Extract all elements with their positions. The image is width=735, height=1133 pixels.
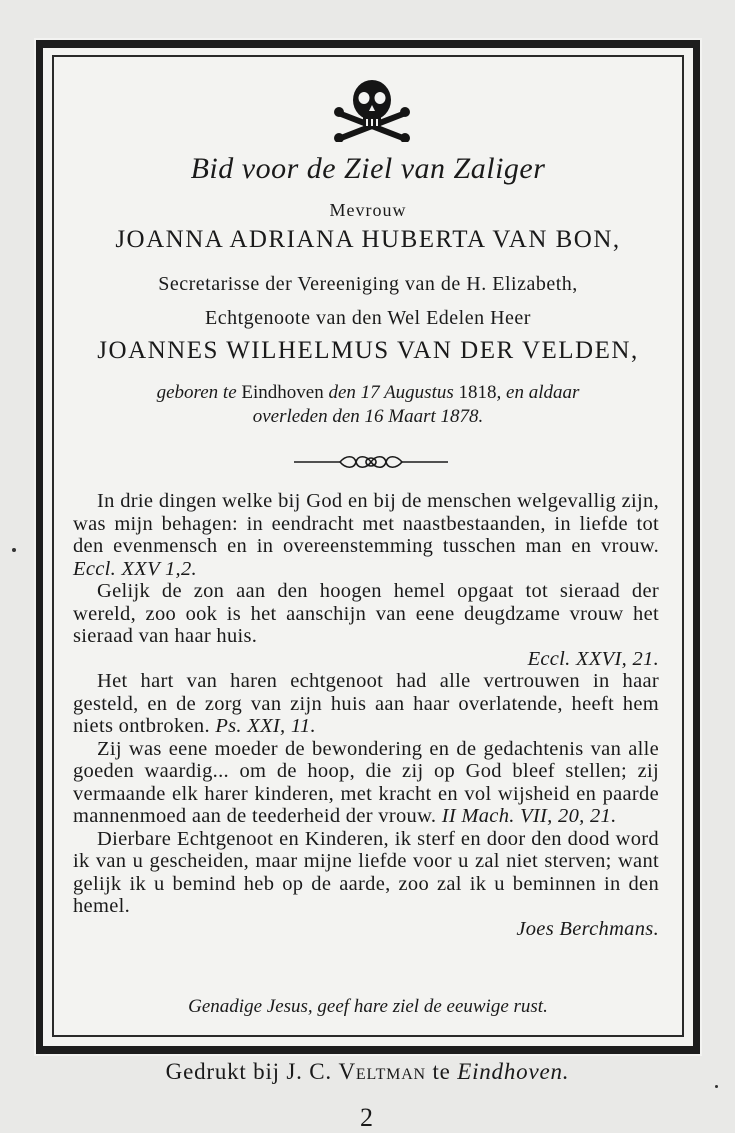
paragraph-4-reference: II Mach. VII, 20, 21.	[441, 805, 617, 827]
paragraph-5-text: Dierbare Echtgenoot en Kinderen, ik sterf en door den dood word ik van u gescheiden, maar mijne liefde voor u zal niet sterven; want gelijk ik u bemind heb op de aarde, zoo zal ik u beminnen in den hemel.	[73, 827, 659, 917]
closing-prayer: Genadige Jesus, geef hare ziel de eeuwige rust.	[188, 996, 548, 1017]
paragraph-4-text: Zij was eene moeder de bewondering en de gedachtenis van alle goeden waardig... om de hoop, die zij op God bleef stellen; zij vermaande elk harer kinderen, met kracht en vol wijsheid en paarde mannenmoed aan de teederheid der vrouw.	[73, 737, 659, 827]
scripture-text	[73, 490, 659, 940]
print-speck	[715, 1085, 718, 1088]
birth-place: Eindhoven	[236, 382, 329, 403]
card-title: Bid voor de Ziel van Zaliger	[190, 152, 546, 185]
spouse-name: JOANNES WILHELMUS VAN DER VELDEN,	[97, 337, 639, 364]
deceased-name: JOANNA ADRIANA HUBERTA VAN BON,	[115, 226, 621, 253]
paragraph-1-reference: Eccl. XXV 1,2.	[73, 557, 197, 580]
birth-line	[60, 382, 676, 404]
paragraph-5	[73, 828, 659, 918]
skull-crossbones-icon	[333, 76, 411, 142]
birth-den: den 17	[328, 382, 385, 403]
paragraph-3-reference: Ps. XXI, 11.	[215, 715, 316, 737]
deceased-role: Secretarisse der Vereeniging van de H. Elizabeth,	[158, 273, 578, 295]
printer-prefix: Gedrukt bij J. C.	[165, 1059, 339, 1084]
paragraph-3-text: Het hart van haren echtgenoot had alle vertrouwen in haar gesteld, en de zorg van zijn huis aan haar overlatende, heeft hem niets ontbroken.	[73, 670, 659, 737]
printer-city: Eindhoven.	[457, 1059, 570, 1084]
paragraph-2-reference	[73, 648, 659, 671]
spouse-intro: Echtgenoote van den Wel Edelen Heer	[205, 307, 531, 329]
printer-imprint	[0, 1059, 735, 1085]
page-number: 2	[360, 1103, 373, 1132]
birth-month: Augustus	[384, 382, 454, 403]
paragraph-2-reference-text: Eccl. XXVI, 21.	[527, 647, 659, 670]
birth-suffix: , en aldaar	[496, 382, 580, 403]
paragraph-2	[73, 580, 659, 648]
birth-year: 1818	[453, 382, 497, 403]
honorific: Mevrouw	[329, 200, 407, 220]
printer-name: Veltman	[338, 1059, 426, 1084]
paragraph-1	[73, 490, 659, 580]
printer-te: te	[425, 1059, 458, 1084]
paragraph-3	[73, 670, 659, 738]
flourish-ornament	[294, 452, 448, 472]
paragraph-2-text: Gelijk de zon aan den hoogen hemel opgaat tot sieraad der wereld, zoo ook is het aanschijn van eene deugdzame vrouw het sieraad van haar huis.	[73, 580, 659, 647]
print-speck	[12, 548, 16, 552]
paragraph-4	[73, 738, 659, 828]
birth-prefix: geboren te	[156, 382, 237, 403]
paragraph-5-attribution	[73, 918, 659, 941]
paragraph-5-reference: Joes Berchmans.	[516, 917, 659, 940]
death-line: overleden den 16 Maart 1878.	[252, 406, 484, 427]
paragraph-1-text: In drie dingen welke bij God en bij de menschen welgevallig zijn, was mijn behagen: in eendracht met naastbestaanden, in liefde tot den evenmensch en in overeenstemming tusschen man en vrouw.	[73, 490, 659, 557]
